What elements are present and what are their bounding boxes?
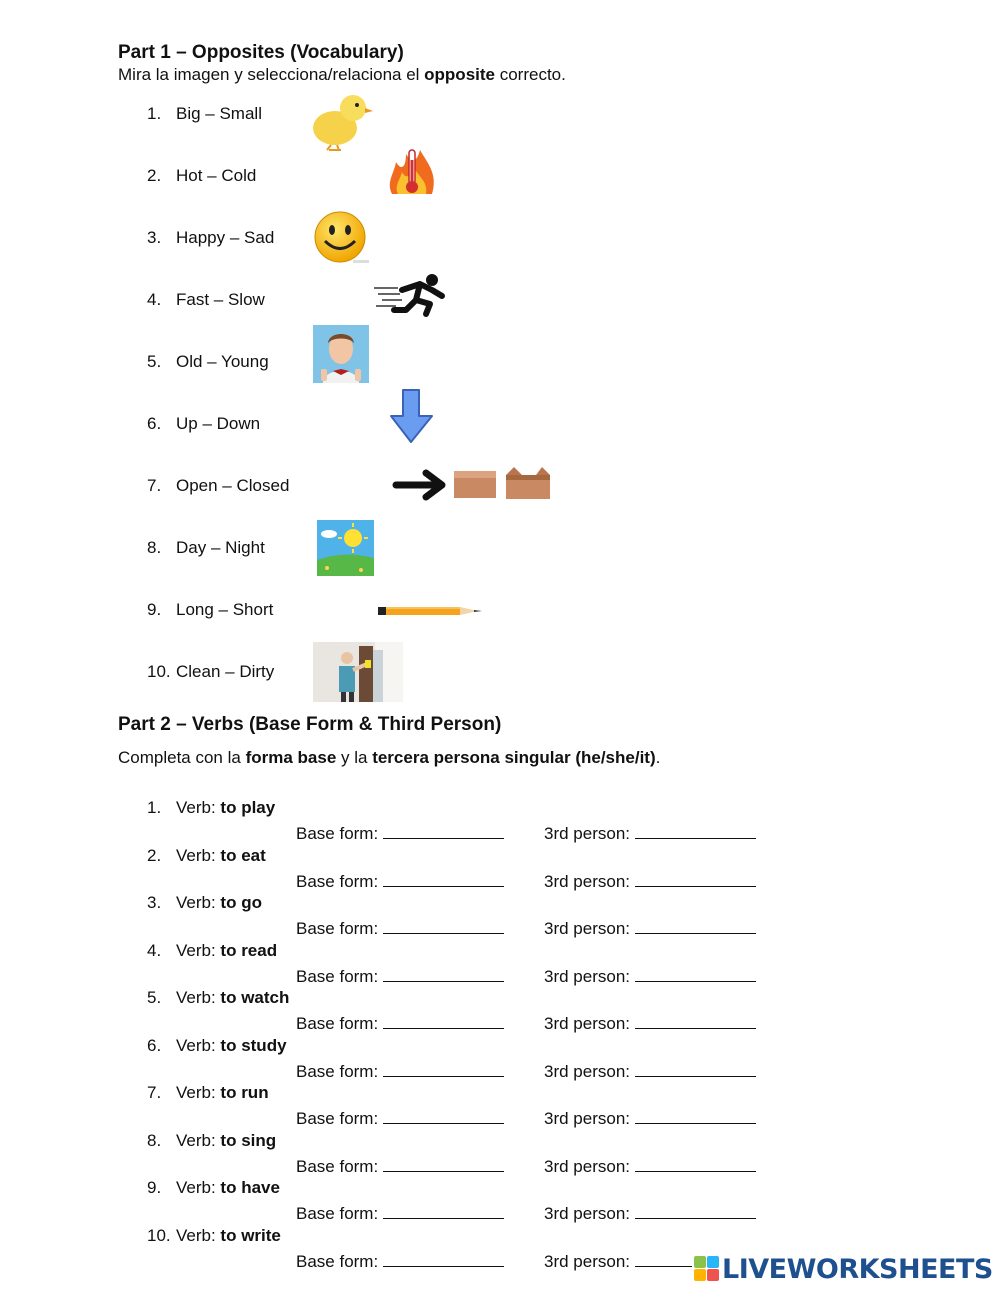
verb-item-number: 6. xyxy=(147,1035,162,1055)
base-form-row xyxy=(296,1154,504,1178)
verb-item-5 xyxy=(147,987,289,1009)
third-person-label: 3rd person: xyxy=(544,919,630,938)
base-form-input[interactable] xyxy=(383,1154,504,1172)
base-form-label: Base form: xyxy=(296,1109,379,1128)
base-form-input[interactable] xyxy=(383,1011,504,1029)
verb-item-number: 10. xyxy=(147,1225,171,1245)
verb-word: to study xyxy=(220,1035,287,1055)
third-person-input[interactable] xyxy=(635,1154,756,1172)
verb-word: to write xyxy=(220,1225,281,1245)
third-person-label: 3rd person: xyxy=(544,1204,630,1223)
third-person-row xyxy=(544,1201,756,1225)
verb-item-number: 3. xyxy=(147,893,162,912)
down-arrow-icon[interactable] xyxy=(388,388,436,446)
base-form-row xyxy=(296,1249,504,1273)
part1-title: Part 1 – Opposites (Vocabulary) xyxy=(118,42,404,63)
part1-instructions: Mira la imagen y selecciona/relaciona el opposite correcto. xyxy=(118,65,566,84)
part2-instructions: Completa con la forma base y la tercera persona singular (he/she/it). xyxy=(118,748,661,767)
base-form-row xyxy=(296,964,504,988)
base-form-label: Base form: xyxy=(296,1061,379,1081)
base-form-row xyxy=(296,1106,504,1130)
base-form-row xyxy=(296,1059,504,1083)
pencil-icon[interactable] xyxy=(378,604,484,618)
verb-label: Verb: xyxy=(176,798,221,817)
opposite-item-3: 3. Happy – Sad xyxy=(147,228,275,247)
verb-label: Verb: xyxy=(176,1083,221,1102)
part2-title: Part 2 – Verbs (Base Form & Third Person) xyxy=(118,714,502,735)
verb-word: to eat xyxy=(220,845,266,865)
thermometer-fire-icon[interactable] xyxy=(384,146,440,198)
verb-item-6 xyxy=(147,1035,287,1057)
opposite-item-10: 10. Clean – Dirty xyxy=(147,662,275,681)
third-person-input[interactable] xyxy=(635,1011,756,1029)
verb-word: to sing xyxy=(220,1130,277,1150)
third-person-input[interactable] xyxy=(635,1059,756,1077)
opposite-item-2: 2. Hot – Cold xyxy=(147,166,257,185)
base-form-input[interactable] xyxy=(383,1106,504,1124)
base-form-row xyxy=(296,916,504,940)
third-person-input[interactable] xyxy=(635,869,756,887)
opposite-item-7: 7. Open – Closed xyxy=(147,476,290,495)
base-form-label: Base form: xyxy=(296,919,379,938)
base-form-row xyxy=(296,1201,504,1225)
verb-item-number: 2. xyxy=(147,845,162,865)
runner-icon[interactable] xyxy=(372,270,452,318)
opposite-item-8: 8. Day – Night xyxy=(147,538,265,557)
verb-item-3 xyxy=(147,892,262,914)
boy-photo[interactable] xyxy=(313,325,369,383)
base-form-label: Base form: xyxy=(296,966,379,986)
opposite-item-1: 1. Big – Small xyxy=(147,104,262,123)
third-person-row xyxy=(544,821,756,845)
verb-label: Verb: xyxy=(176,1178,221,1197)
base-form-input[interactable] xyxy=(383,869,504,887)
liveworksheets-logo xyxy=(692,1252,993,1286)
verb-word: to go xyxy=(220,893,262,912)
verb-item-4 xyxy=(147,940,277,962)
verb-item-number: 9. xyxy=(147,1178,162,1197)
opposite-item-4: 4. Fast – Slow xyxy=(147,290,265,309)
verb-item-number: 5. xyxy=(147,988,162,1007)
third-person-label: 3rd person: xyxy=(544,1014,630,1033)
smiley-icon[interactable] xyxy=(313,210,371,266)
third-person-input[interactable] xyxy=(635,1106,756,1124)
verb-word: to have xyxy=(220,1178,280,1197)
sunny-day-icon[interactable] xyxy=(317,520,374,576)
verb-item-number: 7. xyxy=(147,1083,162,1102)
base-form-label: Base form: xyxy=(296,1014,379,1033)
base-form-label: Base form: xyxy=(296,1204,379,1223)
verb-item-8 xyxy=(147,1130,276,1152)
chick-icon[interactable] xyxy=(305,90,375,152)
third-person-row xyxy=(544,1106,756,1130)
base-form-input[interactable] xyxy=(383,1059,504,1077)
verb-item-7 xyxy=(147,1082,269,1104)
third-person-label: 3rd person: xyxy=(544,1061,630,1081)
third-person-label: 3rd person: xyxy=(544,824,630,843)
verb-item-1 xyxy=(147,797,275,819)
third-person-row xyxy=(544,1011,756,1035)
verb-item-number: 8. xyxy=(147,1130,162,1150)
third-person-row xyxy=(544,1059,756,1083)
verb-word: to play xyxy=(220,798,276,817)
third-person-label: 3rd person: xyxy=(544,1251,630,1271)
base-form-input[interactable] xyxy=(383,1201,504,1219)
verb-label: Verb: xyxy=(176,940,221,960)
boxes-icon[interactable] xyxy=(392,465,558,501)
verb-word: to read xyxy=(220,940,278,960)
third-person-row xyxy=(544,964,756,988)
third-person-label: 3rd person: xyxy=(544,966,630,986)
verb-label: Verb: xyxy=(176,1225,221,1245)
third-person-input[interactable] xyxy=(635,821,756,839)
verb-word: to run xyxy=(220,1083,269,1102)
base-form-row xyxy=(296,1011,504,1035)
base-form-label: Base form: xyxy=(296,1251,379,1271)
third-person-row xyxy=(544,1154,756,1178)
base-form-input[interactable] xyxy=(383,916,504,934)
base-form-label: Base form: xyxy=(296,824,379,843)
opposite-item-5: 5. Old – Young xyxy=(147,352,269,371)
verb-item-10 xyxy=(147,1225,281,1247)
base-form-input[interactable] xyxy=(383,964,504,982)
opposite-item-9: 9. Long – Short xyxy=(147,600,274,619)
base-form-label: Base form: xyxy=(296,1156,379,1176)
verb-label: Verb: xyxy=(176,988,221,1007)
verb-item-number: 1. xyxy=(147,798,162,817)
base-form-row xyxy=(296,821,504,845)
base-form-row xyxy=(296,869,504,893)
verb-label: Verb: xyxy=(176,1130,221,1150)
liveworksheets-logo-icon xyxy=(694,1256,720,1282)
third-person-input[interactable] xyxy=(635,916,756,934)
base-form-input[interactable] xyxy=(383,1249,504,1267)
third-person-label: 3rd person: xyxy=(544,1109,630,1128)
liveworksheets-logo-text: LIVEWORKSHEETS xyxy=(722,1253,993,1285)
opposite-item-6: 6. Up – Down xyxy=(147,414,261,433)
third-person-row xyxy=(544,916,756,940)
third-person-input[interactable] xyxy=(635,1201,756,1219)
third-person-input[interactable] xyxy=(635,964,756,982)
verb-label: Verb: xyxy=(176,893,221,912)
verb-label: Verb: xyxy=(176,1035,221,1055)
third-person-row xyxy=(544,869,756,893)
verb-item-2 xyxy=(147,845,266,867)
verb-item-number: 4. xyxy=(147,940,162,960)
verb-label: Verb: xyxy=(176,845,221,865)
verb-item-9 xyxy=(147,1177,280,1199)
third-person-label: 3rd person: xyxy=(544,1156,630,1176)
base-form-label: Base form: xyxy=(296,871,379,891)
cleaning-photo[interactable] xyxy=(313,642,403,702)
third-person-label: 3rd person: xyxy=(544,871,630,891)
verb-word: to watch xyxy=(220,988,290,1007)
base-form-input[interactable] xyxy=(383,821,504,839)
